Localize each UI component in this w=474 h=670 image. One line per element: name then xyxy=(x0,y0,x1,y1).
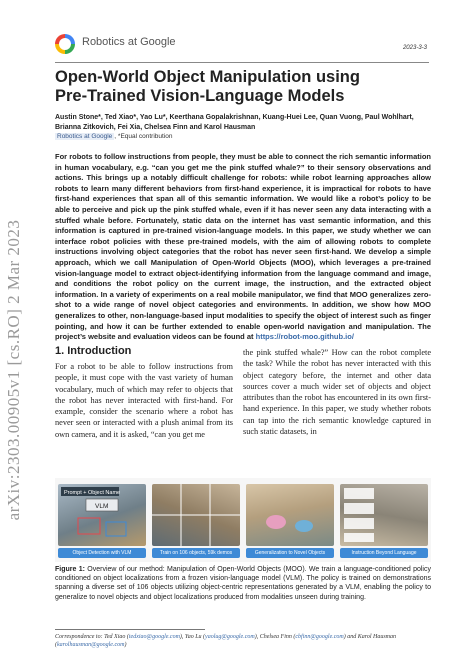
novel-object-1 xyxy=(266,515,286,529)
email-ted-xiao[interactable]: tedxiao@google.com xyxy=(128,634,180,640)
intro-left-column: For a robot to be able to follow instructions from people, it must cope with the vast variety of human vocabulary, much of which may refer to objects that the robot has never interacted with first-hand. For example, consider the scenario where a robot has never seen or interacted with a plush animal from its own camera, and it is asked, “can you get me xyxy=(55,362,233,439)
vlm-label: VLM xyxy=(95,503,109,510)
footnote-mid-1: ), Yao Lu ( xyxy=(179,634,206,640)
modality-chip-1 xyxy=(344,488,374,499)
footnote-paren-close: ) xyxy=(124,642,127,648)
modality-chip-2 xyxy=(344,503,374,514)
prompt-label: Prompt + Object Name xyxy=(64,490,121,496)
figure-panel-beyond-language xyxy=(340,484,428,546)
robotics-at-google-logo-icon xyxy=(55,34,75,54)
novel-objects-overlay xyxy=(246,484,334,546)
footnote-paren-open: ( xyxy=(55,642,57,648)
paper-title xyxy=(55,68,360,106)
figure-panel-detection xyxy=(58,484,146,546)
footnote-mid-3: ) and Karol Hausman xyxy=(343,634,397,640)
abstract xyxy=(55,152,431,343)
email-chelsea-finn[interactable]: cbfinn@google.com xyxy=(295,634,344,640)
stage-label-3: Generalization to Novel Objects xyxy=(246,548,334,558)
section-heading-introduction: 1. Introduction xyxy=(55,345,132,357)
paper-title-line-1: Open-World Object Manipulation using xyxy=(55,68,360,86)
intro-right-column: the pink stuffed whale?” How can the robot complete the task? While the robot has never interacted with this object category before, the internet and other data sources cover a much wider set of objects and object attributes than the robot has encountered in its own first-hand experience. In this paper, we study whether robots can tap into the rich semantic knowledge captured in such static datasets, in xyxy=(243,348,431,437)
correspondence-footnote xyxy=(55,633,431,649)
detection-box-1 xyxy=(78,518,100,534)
equal-contribution-note: , *Equal contribution xyxy=(114,133,173,140)
footnote-mid-2: ), Chelsea Finn ( xyxy=(254,634,296,640)
footnote-lead: Correspondence to: Ted Xiao ( xyxy=(55,634,129,640)
arxiv-stamp xyxy=(2,208,26,532)
authors-line-1: Austin Stone*, Ted Xiao*, Yao Lu*, Keerthana Gopalakrishnan, Kuang-Huei Lee, Quan Vuong, Paul Wohlhart, xyxy=(55,114,414,121)
figure-panel-novel-objects xyxy=(246,484,334,546)
affiliation xyxy=(55,133,172,140)
modality-chip-4 xyxy=(344,533,374,542)
novel-object-2 xyxy=(295,520,313,532)
figure-panel-training xyxy=(152,484,240,546)
modality-chip-3 xyxy=(344,518,374,529)
abstract-text: For robots to follow instructions from people, they must be able to connect the rich semantic information in human vocabulary, e.g. “can you get me the pink stuffed whale?” to their sensory observations and actions. This brings up a notably difficult challenge for robots: while robot learning approaches allow robots to learn many different behaviors from first-hand experience, it is impractical for robots to have first-hand experiences that span all of this semantic information. We would like a robot’s policy to be able to perceive and pick up the pink stuffed whale, even if it has never seen any data interacting with a stuffed whale before. Fortunately, static data on the internet has vast semantic information, and this information is captured in pre-trained vision-language models. In this paper, we study whether we can interface robot policies with these pre-trained models, with the aim of allowing robots to complete instructions involving object categories that the robot has never seen first-hand. We develop a simple approach, which we call Manipulation of Open-World Objects (MOO), which leverages a pre-trained vision-language model to extract object-identifying information from the language command and image, and conditions the robot policy on the current image, the instruction, and the extracted object information. In a variety of experiments on a real mobile manipulator, we find that MOO generalizes zero-shot to a wide range of novel object categories and environments. In addition, we show how MOO generalizes to other, non-language-based input modalities to specify the object of interest such as finger pointing, and how it can be further extended to enable open-world navigation and manipulation. The project’s website and evaluation videos can be found at xyxy=(55,152,431,342)
brand-name: Robotics at Google xyxy=(82,36,176,48)
paper-date: 2023-3-3 xyxy=(402,45,427,51)
footnote-divider xyxy=(55,629,205,630)
affiliation-tag: Robotics at Google xyxy=(57,133,113,140)
beyond-language-overlay xyxy=(340,484,428,546)
figure-1-caption xyxy=(55,565,431,602)
arxiv-stamp-text: arXiv:2303.00905v1 [cs.RO] 2 Mar 2023 xyxy=(4,219,23,521)
figure-1-overview xyxy=(55,478,431,562)
authors-line-2: Brianna Zitkovich, Fei Xia, Chelsea Finn and Karol Hausman xyxy=(55,124,256,131)
figure-panel-detection-overlay xyxy=(58,484,146,546)
header-divider xyxy=(55,62,429,63)
author-list xyxy=(55,113,435,133)
project-website-link[interactable]: https://robot-moo.github.io/ xyxy=(255,332,354,342)
figure-caption-label: Figure 1: xyxy=(55,566,85,573)
email-karol-hausman[interactable]: karolhausman@google.com xyxy=(57,642,125,648)
training-grid-overlay xyxy=(152,484,240,546)
stage-label-4: Instruction Beyond Language xyxy=(340,548,428,558)
stage-label-2: Train on 106 objects, 59k demos xyxy=(152,548,240,558)
detection-box-2 xyxy=(106,522,126,536)
stage-label-1: Object Detection with VLM xyxy=(58,548,146,558)
email-yao-lu[interactable]: yaolug@google.com xyxy=(205,634,255,640)
figure-caption-text: Overview of our method: Manipulation of Open-World Objects (MOO). We train a language-conditioned policy conditioned on object localizations from a frozen vision-language model (VLM). The policy is trained on demonstrations spanning a diverse set of 106 objects utilizing object-centric representations generated by a VLM, enabling the policy to generalize to novel objects and object localizations produced from modalities unseen during training. xyxy=(55,566,431,601)
paper-title-line-2: Pre-Trained Vision-Language Models xyxy=(55,87,345,105)
